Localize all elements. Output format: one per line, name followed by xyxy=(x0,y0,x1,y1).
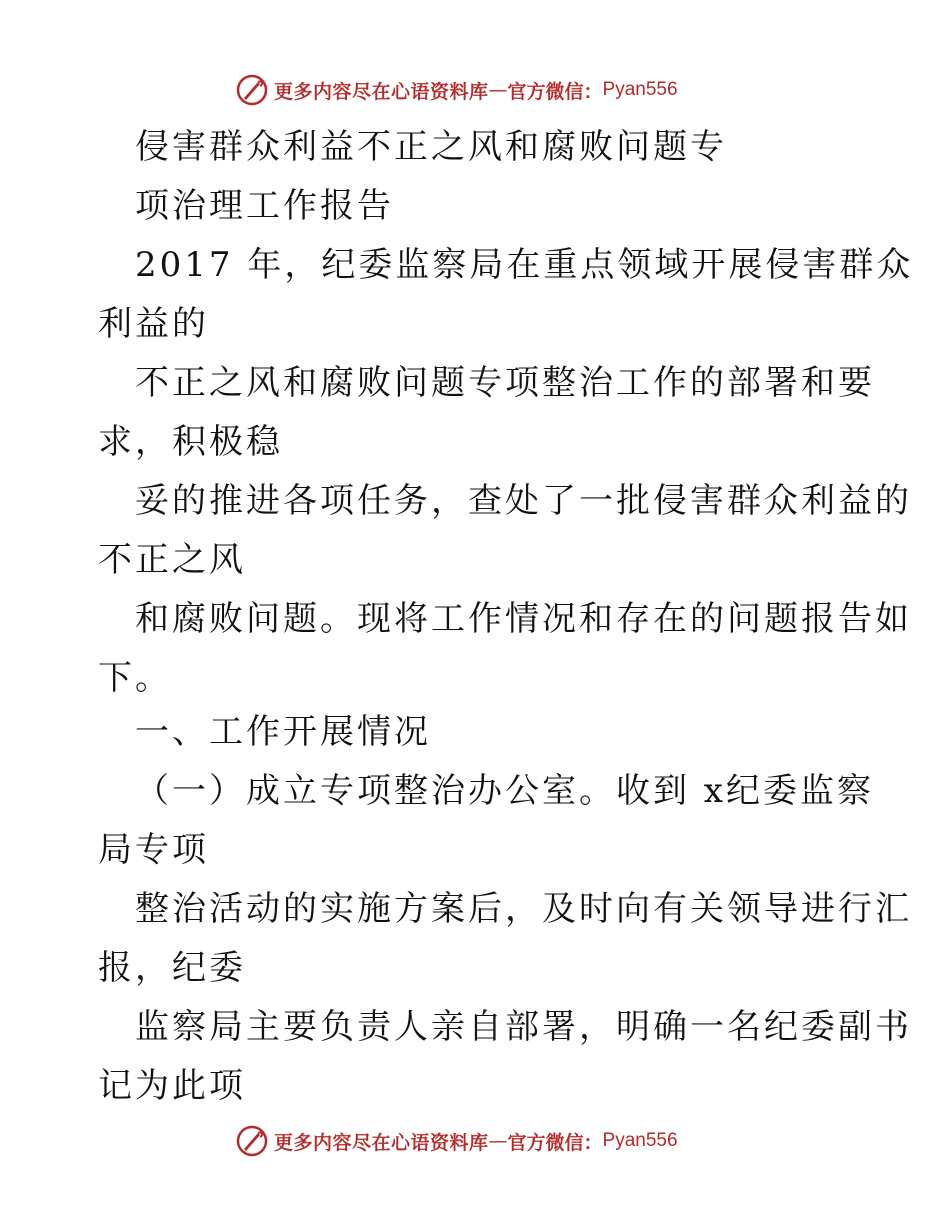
quill-logo-icon xyxy=(236,1125,268,1157)
footer-watermark-banner xyxy=(236,1124,678,1158)
paragraph-line: 记为此项 xyxy=(98,1066,246,1106)
paragraph-line: 报，纪委 xyxy=(98,948,246,988)
paragraph-line: 2017 年，纪委监察局在重点领域开展侵害群众 xyxy=(135,245,914,285)
paragraph-line: 整治活动的实施方案后，及时向有关领导进行汇 xyxy=(135,889,912,929)
paragraph-line: 局专项 xyxy=(98,830,209,870)
banner-wechat-label: 官方微信： xyxy=(507,80,603,103)
banner-separator: — xyxy=(488,1130,508,1152)
quill-logo-icon xyxy=(236,74,268,106)
banner-text: 更多内容尽在心语资料库 xyxy=(274,1131,489,1154)
paragraph-line: 和腐败问题。现将工作情况和存在的问题报告如 xyxy=(135,599,912,639)
header-watermark-banner xyxy=(236,73,678,107)
banner-wechat-label: 官方微信： xyxy=(507,1131,603,1154)
paragraph-line: 妥的推进各项任务，查处了一批侵害群众利益的 xyxy=(135,481,912,521)
banner-wechat-id: Pyan556 xyxy=(602,79,678,100)
paragraph-line: 不正之风 xyxy=(98,540,246,580)
title-line-1: 侵害群众利益不正之风和腐败问题专 xyxy=(135,127,727,167)
banner-wechat-id: Pyan556 xyxy=(602,1130,678,1151)
paragraph-line: 下。 xyxy=(98,658,172,698)
paragraph-line: 不正之风和腐败问题专项整治工作的部署和要 xyxy=(135,363,875,403)
section-heading: 一、工作开展情况 xyxy=(135,712,431,752)
banner-text: 更多内容尽在心语资料库 xyxy=(274,80,489,103)
banner-separator: — xyxy=(488,79,508,101)
paragraph-line: （一）成立专项整治办公室。收到 x纪委监察 xyxy=(135,771,874,811)
paragraph-line: 求，积极稳 xyxy=(98,422,283,462)
title-line-2: 项治理工作报告 xyxy=(135,186,394,226)
paragraph-line: 监察局主要负责人亲自部署，明确一名纪委副书 xyxy=(135,1007,912,1047)
paragraph-line: 利益的 xyxy=(98,304,209,344)
